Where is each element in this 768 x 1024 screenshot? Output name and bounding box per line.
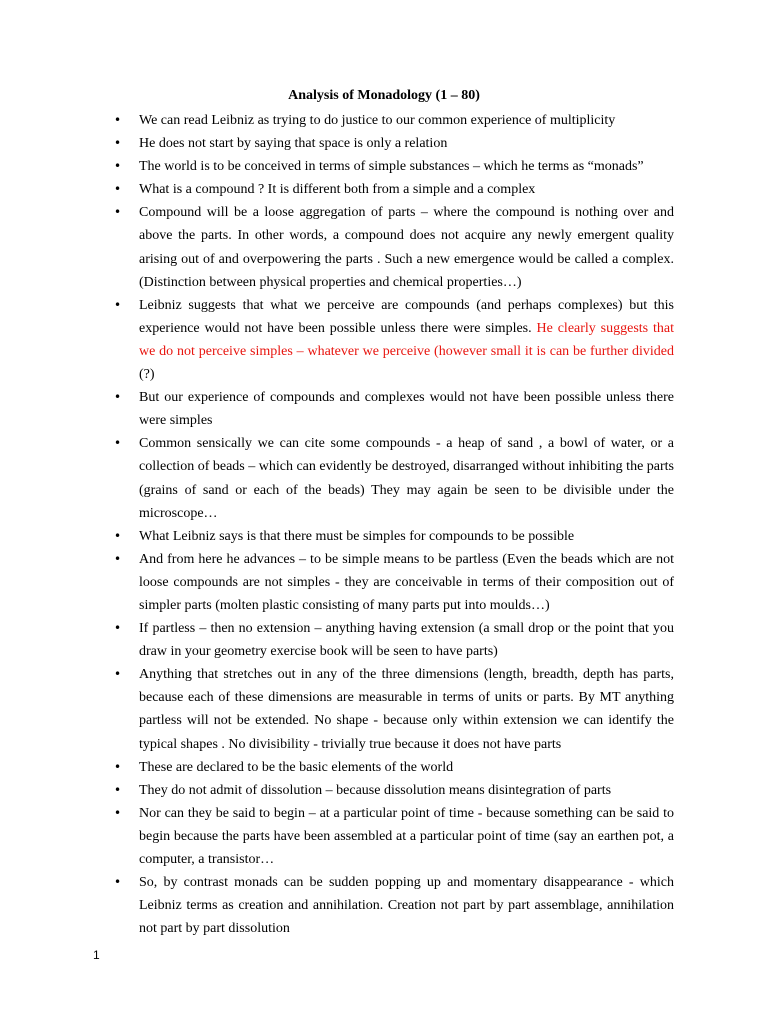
bullet-icon: • [114, 136, 122, 151]
bullet-icon: • [114, 805, 122, 820]
list-item: • He does not start by saying that space is only a relation [139, 132, 674, 155]
list-item: • They do not admit of dissolution – because dissolution means disintegration of parts [139, 779, 674, 802]
list-item: • We can read Leibniz as trying to do justice to our common experience of multiplicity [139, 109, 674, 132]
list-item: • The world is to be conceived in terms of simple substances – which he terms as “monads” [139, 155, 674, 178]
list-item: • Common sensically we can cite some compounds - a heap of sand , a bowl of water, or a collection of beads – which can evidently be destroyed, disarranged without inhibiting the parts (grains of sand or each of the beads) They may again be seen to be divisible under the microscope… [139, 432, 674, 524]
list-item: • Compound will be a loose aggregation of parts – where the compound is nothing over and above the parts. In other words, a compound does not acquire any newly emergent quality arising out of and overpowering the parts . Such a new emergence would be called a complex. (Distinction between physical properties and chemical properties…) [139, 201, 674, 293]
bullet-icon: • [114, 528, 122, 543]
list-item: • What Leibniz says is that there must be simples for compounds to be possible [139, 525, 674, 548]
bullet-icon: • [114, 621, 122, 636]
bullet-icon: • [114, 782, 122, 797]
list-item: • But our experience of compounds and complexes would not have been possible unless there were simples [139, 386, 674, 432]
bullet-list [114, 109, 675, 940]
bullet-icon: • [114, 205, 122, 220]
bullet-icon: • [114, 297, 122, 312]
document-title: Analysis of Monadology (1 – 80) [288, 88, 480, 103]
bullet-icon: • [114, 436, 122, 451]
page-number: 1 [93, 948, 100, 962]
list-item: • Nor can they be said to begin – at a particular point of time - because something can be said to begin because the parts have been assembled at a particular point of time (say an earthen pot, a computer, a transistor… [139, 802, 674, 871]
list-item: • So, by contrast monads can be sudden popping up and momentary disappearance - which Leibniz terms as creation and annihilation. Creation not part by part assemblage, annihilation not part by part dissolution [139, 871, 674, 940]
bullet-icon: • [114, 667, 122, 682]
bullet-icon: • [114, 551, 122, 566]
bullet-icon: • [114, 113, 122, 127]
list-item: • These are declared to be the basic elements of the world [139, 756, 674, 779]
bullet-icon: • [114, 182, 122, 197]
list-item: • Anything that stretches out in any of the three dimensions (length, breadth, depth has parts, because each of these dimensions are measurable in terms of units or parts. By MT anything partless will not be extended. No shape - because only within extension we can identify the typical shapes . No divisibility - trivially true because it does not have parts [139, 663, 674, 755]
highlighted-text: He clearly suggests that we do not perceive simples – whatever we perceive (however small it is can be further divided [139, 320, 675, 359]
list-item: • If partless – then no extension – anything having extension (a small drop or the point that you draw in your geometry exercise book will be seen to have parts) [139, 617, 674, 663]
list-item: • Leibniz suggests that what we perceive are compounds (and perhaps complexes) but this experience would not have been possible unless there were simples. He clearly suggests that we do not perceive simples – whatever we perceive (however small it is can be further divided (?) [139, 294, 674, 386]
bullet-icon: • [114, 759, 122, 774]
bullet-icon: • [114, 875, 122, 890]
bullet-icon: • [114, 159, 122, 174]
list-item: • And from here he advances – to be simple means to be partless (Even the beads which are not loose compounds are not simples - they are conceivable in terms of their composition out of simpler parts (molten plastic consisting of many parts put into moulds…) [139, 548, 674, 617]
list-item: • What is a compound ? It is different both from a simple and a complex [139, 178, 674, 201]
bullet-icon: • [114, 390, 122, 405]
